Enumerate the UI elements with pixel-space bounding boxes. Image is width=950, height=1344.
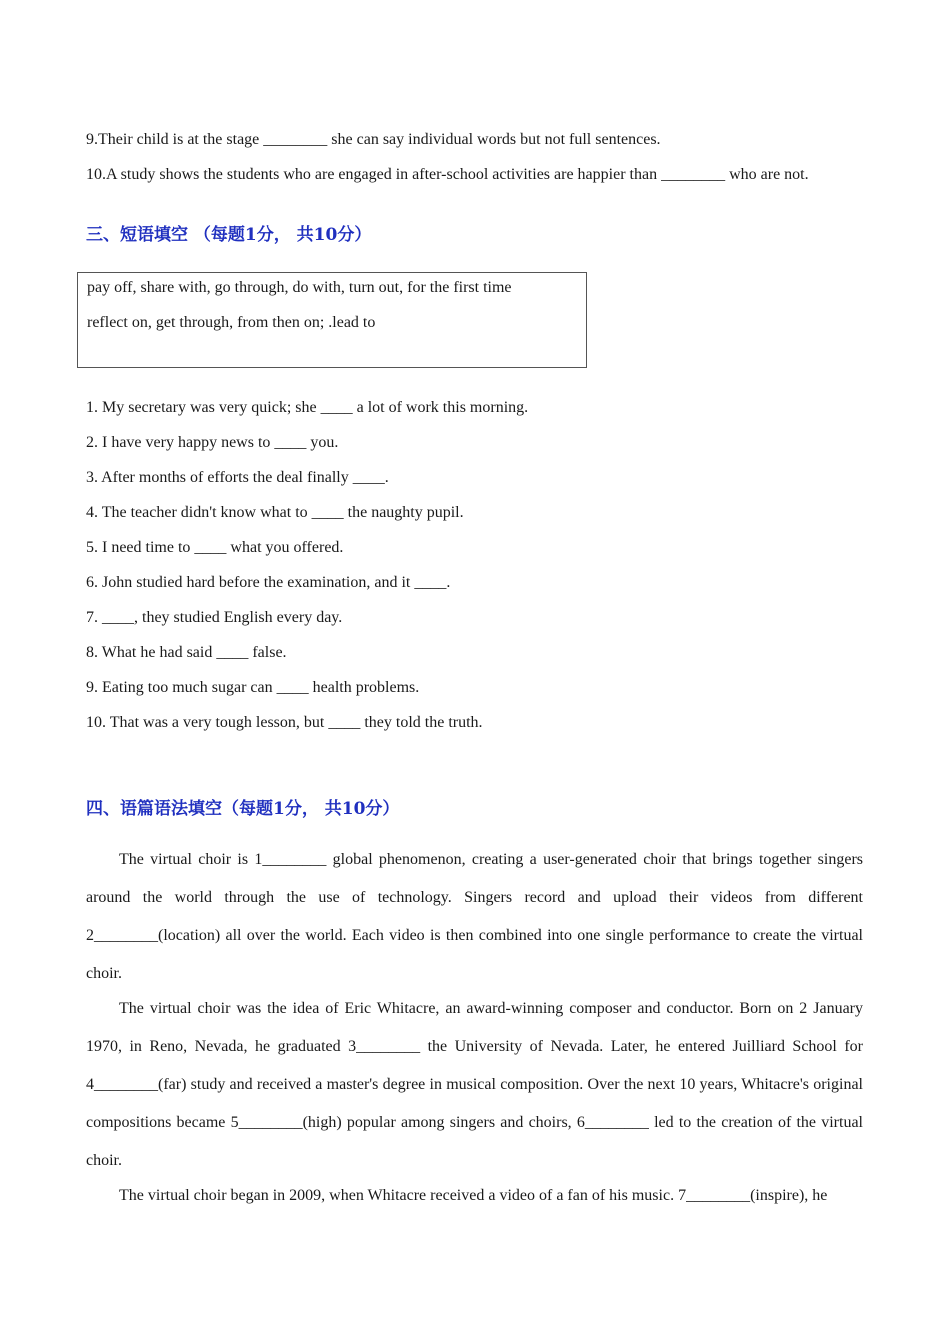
section3-question-8: 8. What he had said ____ false. [86,644,287,661]
section2-question-10: 10.A study shows the students who are engaged in after-school activities are happier than ________ who are not. [86,166,809,183]
section3-question-2: 2. I have very happy news to ____ you. [86,434,339,451]
section3-question-5: 5. I need time to ____ what you offered. [86,539,344,556]
section3-question-7: 7. ____, they studied English every day. [86,609,343,626]
word-bank-line-1: pay off, share with, go through, do with, turn out, for the first time [87,279,512,296]
section3-question-4: 4. The teacher didn't know what to ____ the naughty pupil. [86,504,464,521]
section3-question-9: 9. Eating too much sugar can ____ health problems. [86,679,420,696]
section3-question-6: 6. John studied hard before the examination, and it ____. [86,574,451,591]
section3-question-1: 1. My secretary was very quick; she ____ a lot of work this morning. [86,399,529,416]
word-bank-box [77,272,587,368]
section3-question-10: 10. That was a very tough lesson, but ____ they told the truth. [86,714,483,731]
word-bank-line-2: reflect on, get through, from then on; .lead to [87,314,376,331]
passage-paragraph-1: The virtual choir is 1________ global phenomenon, creating a user-generated choir that brings together singers around the world through the use of technology. Singers record and upload their videos from different 2________(location) all over the world. Each video is then combined into one single performance to create the virtual choir. [86,851,863,982]
section3-question-3: 3. After months of efforts the deal finally ____. [86,469,389,486]
section3-heading: 三、短语填空 （每题1分， 共10分） [86,225,372,245]
section4-heading: 四、语篇语法填空（每题1分， 共10分） [86,799,400,819]
passage-paragraph-3: The virtual choir began in 2009, when Whitacre received a video of a fan of his music. 7________(inspire), he [119,1187,828,1204]
section2-question-9: 9.Their child is at the stage ________ she can say individual words but not full sentences. [86,131,661,148]
passage-paragraph-2: The virtual choir was the idea of Eric Whitacre, an award-winning composer and conductor. Born on 2 January 1970, in Reno, Nevada, he graduated 3________ the University of Nevada. Later, he entered Juilliard School for 4________(far) study and received a master's degree in musical composition. Over the next 10 years, Whitacre's original compositions became 5________(high) popular among singers and choirs, 6________ led to the creation of the virtual choir. [86,1000,863,1169]
